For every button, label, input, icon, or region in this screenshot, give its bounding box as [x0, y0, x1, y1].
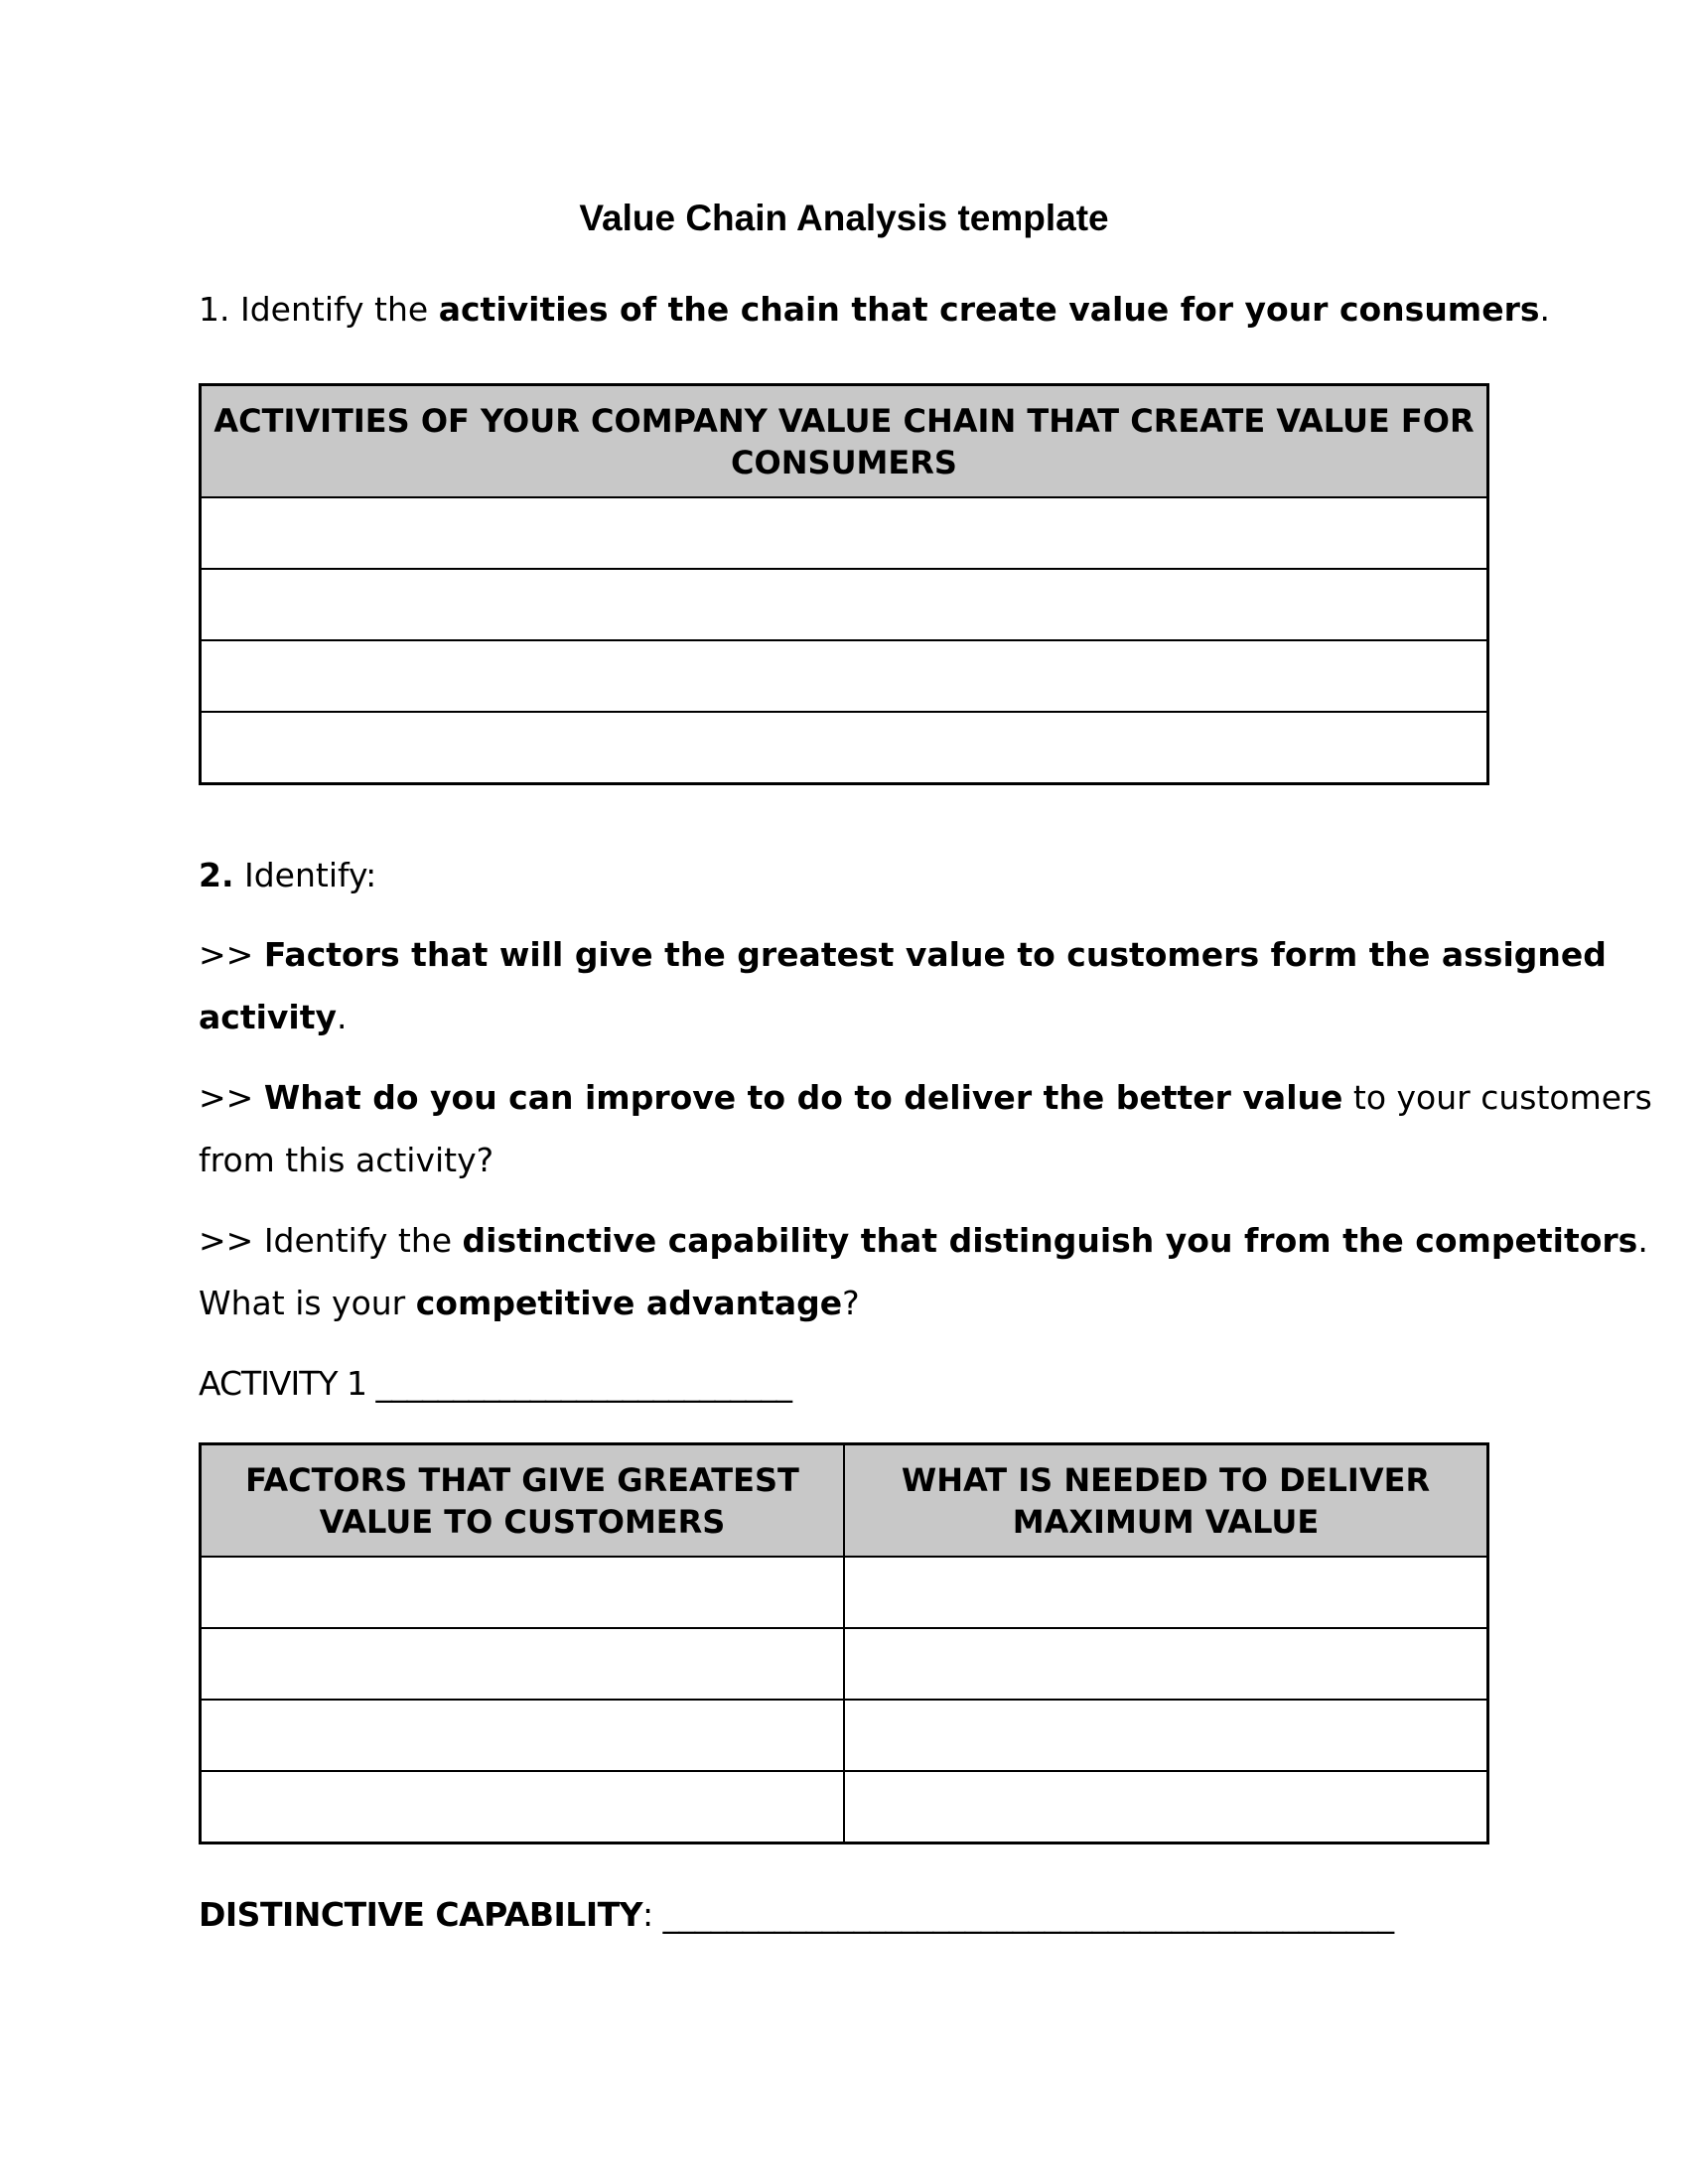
factors-cell[interactable] [201, 1557, 845, 1628]
section-2-heading [199, 856, 1489, 895]
section-1-instruction [199, 290, 1550, 330]
bullet-3-suffix: . [1637, 1221, 1648, 1260]
section-1-prefix: Identify the [240, 290, 429, 329]
bullet-1-line-2 [199, 998, 1489, 1037]
table-row [201, 1628, 1488, 1700]
needed-column-header: WHAT IS NEEDED TO DELIVER MAXIMUM VALUE [844, 1444, 1488, 1558]
activities-table-cell[interactable] [201, 569, 1488, 640]
bullet-3-bold: distinctive capability that distinguish you from the competitors [462, 1221, 1638, 1260]
activity-1-label: ACTIVITY 1 [199, 1364, 367, 1403]
table-row [201, 1557, 1488, 1628]
activities-table-header-row [201, 385, 1488, 498]
page-title: Value Chain Analysis template [579, 198, 1109, 238]
distinctive-capability-blank[interactable]: ______________________________________________ [662, 1895, 1394, 1934]
needed-cell[interactable] [844, 1628, 1488, 1700]
factors-cell[interactable] [201, 1628, 845, 1700]
activities-table-cell[interactable] [201, 712, 1488, 784]
activity-1-blank[interactable]: ___________________________ [375, 1364, 792, 1403]
activity-1-line [199, 1364, 1489, 1404]
factors-table [199, 1442, 1489, 1844]
bullet-3-line-2-prefix: What is your [199, 1284, 406, 1322]
bullet-3-line-2-suffix: ? [842, 1284, 860, 1322]
activities-table-cell[interactable] [201, 640, 1488, 712]
bullet-2-bold: What do you can improve to do to deliver the better value [263, 1078, 1343, 1117]
distinctive-capability-line [199, 1895, 1489, 1935]
factors-cell[interactable] [201, 1700, 845, 1771]
bullet-1-bold-line-1: Factors that will give the greatest value to customers form the assigned [263, 935, 1607, 974]
bullet-3-line-1 [199, 1221, 1648, 1261]
factors-cell[interactable] [201, 1771, 845, 1843]
bullet-3-marker: >> [199, 1221, 254, 1260]
bullet-2-line-1 [199, 1078, 1652, 1118]
activities-table-header: ACTIVITIES OF YOUR COMPANY VALUE CHAIN THAT CREATE VALUE FOR CONSUMERS [201, 385, 1488, 498]
bullet-2-marker: >> [199, 1078, 254, 1117]
activities-table [199, 383, 1489, 785]
section-1-suffix: . [1539, 290, 1550, 329]
table-row [201, 640, 1488, 712]
needed-cell[interactable] [844, 1771, 1488, 1843]
factors-table-header-row [201, 1444, 1488, 1558]
section-2-label: Identify: [244, 856, 377, 894]
bullet-3-line-2 [199, 1284, 1489, 1323]
factors-column-header: FACTORS THAT GIVE GREATEST VALUE TO CUSTOMERS [201, 1444, 845, 1558]
section-2-number: 2. [199, 856, 234, 894]
distinctive-capability-colon: : [642, 1895, 653, 1934]
table-row [201, 569, 1488, 640]
needed-cell[interactable] [844, 1557, 1488, 1628]
section-1-number: 1. [199, 290, 230, 329]
table-row [201, 1700, 1488, 1771]
bullet-1-line-1 [199, 935, 1607, 975]
competitive-advantage-bold: competitive advantage [415, 1284, 843, 1322]
bullet-1-bold-line-2: activity [199, 998, 338, 1036]
bullet-1-suffix: . [337, 998, 348, 1036]
table-row [201, 712, 1488, 784]
section-1-bold: activities of the chain that create value for your consumers [438, 290, 1540, 329]
bullet-1-marker: >> [199, 935, 254, 974]
bullet-2-line-2: from this activity? [199, 1141, 494, 1179]
distinctive-capability-label: DISTINCTIVE CAPABILITY [199, 1895, 643, 1934]
table-row [201, 497, 1488, 569]
needed-cell[interactable] [844, 1700, 1488, 1771]
bullet-3-prefix: Identify the [263, 1221, 453, 1260]
activities-table-cell[interactable] [201, 497, 1488, 569]
table-row [201, 1771, 1488, 1843]
bullet-2-rest: to your customers [1352, 1078, 1652, 1117]
